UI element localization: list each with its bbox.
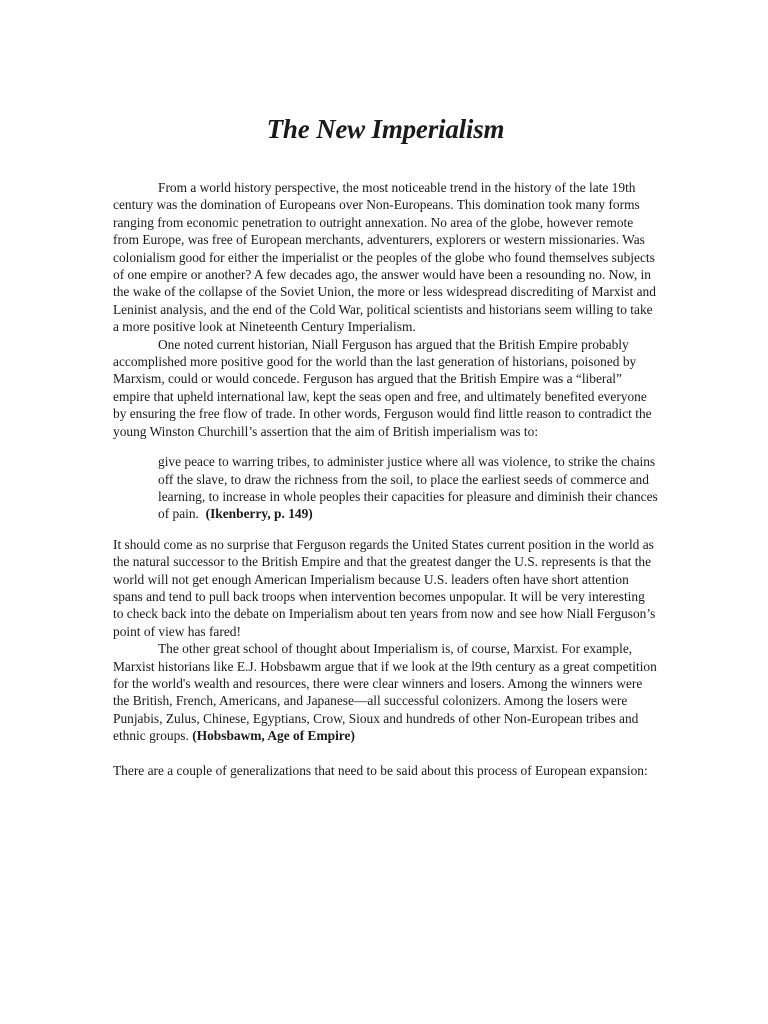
paragraph-4-citation: (Hobsbawm, Age of Empire) [192,728,355,744]
document-title: The New Imperialism [266,114,505,144]
paragraph-3: It should come as no surprise that Ferguson regards the United States current position in the world as the natural successor to the British Empire and that the greatest danger the U.S. represents is that the world will not get enough American Imperialism because U.S. leaders often have short attention spans and tend to pull back troops when intervention becomes unpopular. It will be very interesting to check back into the debate on Imperialism about ten years from now and see how Niall Ferguson’s point of view has fared! [113,536,656,639]
paragraph-5: There are a couple of generalizations that need to be said about this process of European expansion: [113,762,648,778]
document-body [113,179,658,779]
paragraph-4-text: The other great school of thought about Imperialism is, of course, Marxist. For example, Marxist historians like E.J. Hobsbawm argue that if we look at the l9th century as a great competition for the world's wealth and resources, there were clear winners and losers. Among the winners were the British, French, Americans, and Japanese—all successful colonizers. Among the losers were Punjabis, Zulus, Chinese, Egyptians, Crow, Sioux and hundreds of other Non-European tribes and ethnic groups. [113,641,657,744]
quote-citation: (Ikenberry, p. 149) [205,506,313,522]
block-quote [158,453,658,523]
paragraph-4 [113,640,658,744]
paragraph-1: From a world history perspective, the most noticeable trend in the history of the late 19th century was the domination of Europeans over Non-Europeans. This domination took many forms ranging from economic penetration to outright annexation. No area of the globe, however remote from Europe, was free of European merchants, adventurers, explorers or western missionaries. Was colonialism good for either the imperialist or the peoples of the globe who found themselves subjects of one empire or another? A few decades ago, the answer would have been a resounding no. Now, in the wake of the collapse of the Soviet Union, the more or less widespread discrediting of Marxist and Leninist analysis, and the end of the Cold War, political scientists and historians seem willing to take a more positive look at Nineteenth Century Imperialism. [113,180,656,335]
paragraph-2: One noted current historian, Niall Ferguson has argued that the British Empire probably accomplished more positive good for the world than the last generation of historians, poisoned by Marxism, could or would concede. Ferguson has argued that the British Empire was a “liberal” empire that upheld international law, kept the seas open and free, and ultimately benefited everyone by ensuring the free flow of trade. In other words, Ferguson would find little reason to contradict the young Winston Churchill’s assertion that the aim of British imperialism was to: [113,336,652,439]
quote-text: give peace to warring tribes, to administer justice where all was violence, to strike the chains off the slave, to draw the richness from the soil, to place the earliest seeds of commerce and learning, to increase in whole peoples their capacities for pleasure and diminish their chances of pain. [158,454,658,522]
